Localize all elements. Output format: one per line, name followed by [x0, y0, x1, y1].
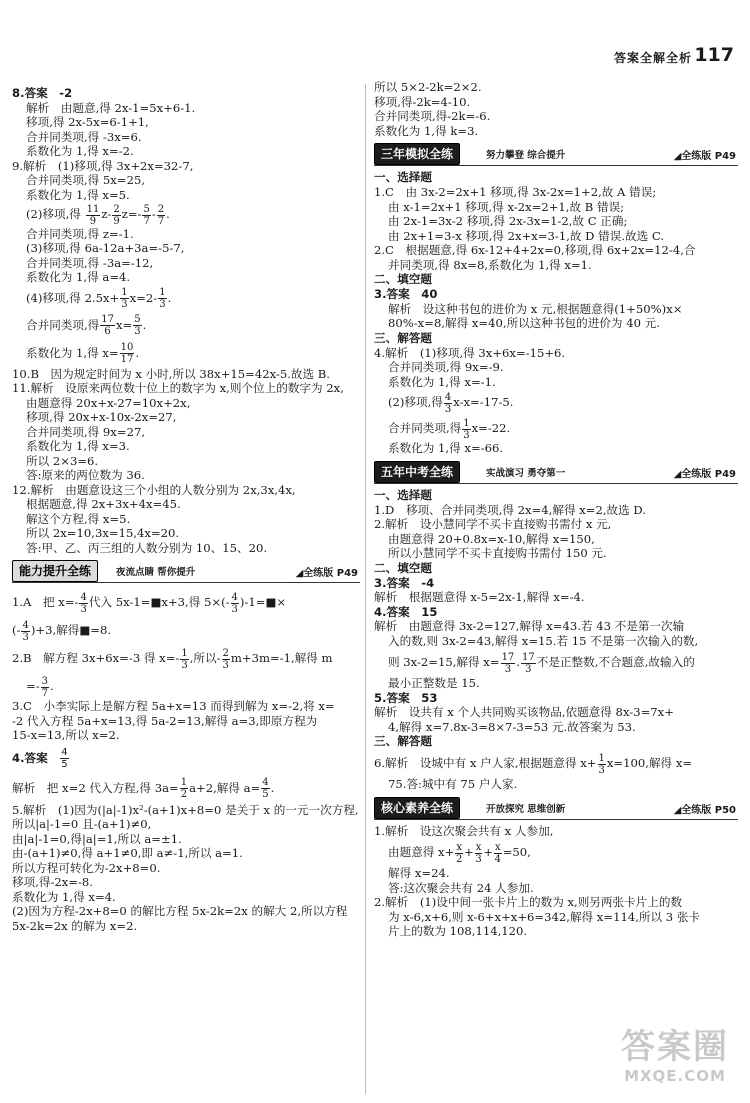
section-ref: ◢全练版 P50 — [673, 804, 736, 816]
answer-q10: 10.B 因为规定时间为 x 小时,所以 38x+15=42x-5.故选 B. — [12, 366, 330, 381]
denominator: 2 — [180, 789, 188, 800]
q3-line: -2 代入方程 5a+x=13,得 5a-2=13,解得 a=3,即原方程为 — [12, 713, 318, 728]
left-column — [12, 86, 360, 933]
q9-line-fraction: (2)移项,得 $\frac{11}{9}$ z- $\frac{2}{9}$ z=- $\frac{5}{7}$ - $\frac{2}{7}$ . — [26, 203, 170, 227]
q8-answer: 8.答案 -2 — [12, 86, 73, 100]
q12-line: 答:甲、乙、丙三组的人数分别为 10、15、20. — [26, 540, 268, 555]
fraction — [120, 287, 128, 310]
section-subtitle: 夜流点睛 帮你提升 — [116, 567, 196, 578]
line-fraction — [374, 415, 738, 441]
q9-line: (3)移项,得 6a-12a+3a=-5-7, — [26, 241, 185, 255]
fraction — [475, 842, 483, 865]
q9-line: 合并同类项,得 5x=25, — [26, 173, 146, 187]
text: 1.A 把 x=- — [12, 595, 79, 609]
fraction — [100, 314, 115, 337]
numerator: 4 — [262, 777, 269, 788]
q9-line: 9.解析 (1)移项,得 3x+2x=32-7, — [12, 158, 194, 173]
denominator: 17 — [120, 354, 134, 365]
line: 4.答案 15 — [374, 604, 438, 619]
line: 最小正整数是 15. — [388, 676, 480, 690]
q12-line: 12.解析 由题意设这三个小组的人数分别为 2x,3x,4x, — [12, 482, 296, 497]
line-fraction — [374, 749, 738, 777]
section-title: 能力提升全练 — [12, 560, 98, 582]
text: 4.答案 — [12, 750, 48, 765]
q8-line: 解析 由题意,得 2x-1=5x+6-1. — [26, 100, 196, 115]
watermark-text: 答案圈 — [621, 1027, 729, 1067]
ability-q4-explain: 解析 把 x=2 代入方程,得 3a= $\frac{1}{2}$ a+2,解得 a= $\frac{4}{5}$ . — [12, 777, 275, 800]
ability-q4-answer — [12, 743, 360, 773]
fraction — [462, 418, 470, 441]
fraction — [79, 592, 87, 615]
text: (2)移项,得 — [26, 207, 81, 221]
denominator: 3 — [134, 326, 141, 337]
q9-line-fraction: 系数化为 1,得 x= $\frac{10}{17}$ . — [26, 342, 140, 365]
fraction — [133, 314, 141, 337]
line: 解得 x=24. — [388, 866, 450, 880]
line: 4.解析 (1)移项,得 3x+6x=-15+6. — [374, 345, 566, 360]
subheading: 二、填空题 — [374, 272, 432, 286]
line-fraction — [374, 648, 738, 676]
text: (2)移项,得 — [388, 395, 443, 409]
text: -1=■× — [244, 595, 287, 609]
line: 1.D 移项、合并同类项,得 2x=4,解得 x=2,故选 D. — [374, 502, 646, 517]
numerator: 4 — [80, 591, 87, 603]
line: 2.C 根据题意,得 6x-12+4+2x=0,移项,得 6x+2x=12-4,合 — [374, 243, 696, 257]
line: 由 2x+1=3-x 移项,得 2x+x=3-1,故 D 错误.故选 C. — [388, 228, 665, 243]
q9-line: 系数化为 1,得 x=5. — [26, 187, 130, 202]
numerator: 11 — [86, 203, 100, 215]
numerator: 17 — [501, 651, 515, 663]
section-subtitle: 实战演习 勇夺第一 — [486, 467, 566, 479]
answer-q9 — [12, 159, 360, 367]
ability-q2-cont: =- $\frac{3}{7}$ . — [26, 675, 54, 699]
numerator: 4 — [444, 391, 452, 403]
line: 解析 设共有 x 个人共同购买该物品,依题意得 8x-3=7x+ — [374, 705, 674, 719]
text: 解析 把 x=2 代入方程,得 3a= — [12, 780, 179, 795]
line: 由题意得 20+0.8x=x-10,解得 x=150, — [388, 531, 595, 546]
text: =- — [26, 679, 40, 693]
q5-line: 移项,得-2x=-8. — [12, 875, 93, 889]
line: 3.答案 40 — [374, 287, 438, 301]
line: 3.答案 -4 — [374, 575, 435, 590]
numerator: 4 — [22, 619, 29, 631]
q11-line: 合并同类项,得 9x=27, — [26, 424, 146, 439]
fraction — [501, 652, 516, 675]
text: x=100,解得 x= — [606, 756, 693, 770]
numerator: 1 — [598, 752, 605, 764]
line: 系数化为 1,得 x=-1. — [388, 374, 496, 389]
numerator: 1 — [181, 647, 188, 659]
denominator: 3 — [598, 764, 605, 776]
denominator: 3 — [222, 659, 229, 671]
q11-line: 所以 2×3=6. — [26, 453, 99, 468]
denominator: 3 — [463, 429, 470, 441]
numerator: 10 — [120, 342, 134, 353]
numerator: 4 — [231, 591, 238, 603]
q12-line: 解这个方程,得 x=5. — [26, 511, 131, 526]
watermark-url: MXQE.COM — [624, 1067, 726, 1085]
fraction — [444, 392, 452, 415]
denominator: 2 — [455, 853, 463, 865]
denominator: 7 — [157, 215, 165, 227]
q5-line: (2)因为方程-2x+8=0 的解比方程 5x-2k=2x 的解大 2,所以方程 5x-2k=2x 的解为 x=2. — [12, 904, 348, 933]
section-ref: ◢全练版 P49 — [673, 151, 736, 162]
q9-line: 合并同类项,得 -3a=-12, — [26, 255, 154, 270]
fraction — [158, 287, 166, 310]
line: 解析 设这种书包的进价为 x 元,根据题意得(1+50%)x× — [388, 301, 683, 316]
q8-line: 合并同类项,得 -3x=6. — [26, 129, 142, 144]
line: 由 x-1=2x+1 移项,得 x-2x=2+1,故 B 错误; — [388, 199, 625, 214]
line: 所以小慧同学不买卡直接购书需付 150 元. — [388, 546, 607, 560]
line: 片上的数为 108,114,120. — [388, 924, 528, 938]
q11-line: 由题意得 20x+x-27=10x+2x, — [26, 395, 191, 410]
denominator: 3 — [181, 659, 188, 671]
answer-q8 — [12, 86, 360, 159]
line-fraction — [374, 389, 738, 415]
text: 由题意得 x+ — [388, 845, 455, 859]
fraction — [598, 753, 606, 776]
section-banner-five-years — [374, 461, 738, 484]
section-title: 三年模拟全练 — [374, 143, 460, 165]
text: =50, — [502, 845, 531, 859]
text: . — [516, 655, 520, 669]
fraction — [222, 648, 230, 671]
q8-line: 系数化为 1,得 x=-2. — [26, 144, 134, 158]
denominator: 3 — [444, 403, 452, 415]
section-title: 五年中考全练 — [374, 461, 460, 483]
fraction — [60, 747, 68, 770]
denominator: 9 — [113, 215, 120, 227]
fraction — [120, 342, 135, 365]
fraction — [86, 204, 101, 227]
section-banner-three-years — [374, 143, 738, 166]
fraction — [21, 620, 29, 643]
right-column — [374, 80, 738, 939]
line: 2.解析 (1)设中间一张卡片上的数为 x,则另两张卡片上的数 — [374, 895, 683, 909]
denominator: 3 — [80, 603, 87, 615]
q8-line: 移项,得 2x-5x=6-1+1, — [26, 115, 149, 129]
numerator: 2 — [113, 203, 120, 215]
q9-line: 系数化为 1,得 a=4. — [26, 270, 131, 284]
numerator: 1 — [180, 777, 188, 788]
section-banner-ability — [12, 560, 360, 583]
answer-q12 — [12, 483, 360, 556]
denominator: 5 — [61, 758, 68, 770]
line-fraction: 由题意得 x+ $\frac{x}{2}$ + $\frac{x}{3}$ + $\frac{x}{4}$ =50, — [388, 841, 531, 865]
denominator: 7 — [41, 687, 49, 699]
text: 6.解析 设城中有 x 户人家,根据题意得 x+ — [374, 756, 597, 770]
fraction — [494, 842, 502, 865]
fraction — [112, 204, 120, 227]
text: 则 3x-2=15,解得 x= — [388, 655, 500, 669]
fraction — [180, 777, 188, 800]
text: m+3m=-1,解得 m — [230, 651, 333, 665]
q5-line: 所以|a|-1=0 且-(a+1)≠0, — [12, 817, 152, 831]
subheading: 一、选择题 — [374, 487, 432, 502]
numerator: 2 — [222, 647, 229, 659]
denominator: 3 — [504, 663, 512, 675]
text: 合并同类项,得 — [26, 317, 100, 332]
numerator: x — [475, 841, 482, 853]
column-divider — [365, 84, 366, 1094]
line: 系数化为 1,得 x=-66. — [388, 441, 504, 455]
section-ref: ◢全练版 P49 — [673, 468, 736, 480]
numerator: x — [456, 841, 462, 853]
q5-line: 所以方程可转化为-2x+8=0. — [12, 860, 161, 875]
fraction — [261, 777, 269, 800]
line: 解析 由题意得 3x-2=127,解得 x=43.若 43 不是第一次输 — [374, 619, 685, 633]
line: 80%-x=8,解得 x=40,所以这种书包的进价为 40 元. — [388, 316, 660, 330]
denominator: 6 — [104, 326, 111, 337]
numerator: 5 — [143, 203, 150, 215]
page-header — [0, 0, 750, 80]
text: (4)移项,得 2.5x+ — [26, 290, 120, 305]
ability-q1: 1.A 把 x=- $\frac{4}{3}$ 代入 5x-1=■x+3,得 5×(- $\frac{4}{3}$ )-1=■× — [12, 591, 287, 615]
denominator: 3 — [231, 603, 238, 615]
q5-line: 5.解析 (1)因为(|a|-1)x²-(a+1)x+8=0 是关于 x 的一元一次方程, — [12, 802, 359, 817]
fraction — [231, 592, 239, 615]
line: 由 2x-1=3x-2 移项,得 2x-3x=1-2,故 C 正确; — [388, 214, 628, 228]
answer-q11 — [12, 381, 360, 483]
q9-line: 合并同类项,得 z=-1. — [26, 226, 134, 241]
section-title: 核心素养全练 — [374, 797, 460, 819]
subheading: 一、选择题 — [374, 170, 432, 184]
text: x=-22. — [471, 421, 511, 435]
denominator: 9 — [89, 215, 97, 227]
numerator: 1 — [121, 287, 128, 298]
numerator: 4 — [61, 746, 68, 758]
numerator: 3 — [41, 675, 49, 687]
q5-line: 由|a|-1=0,得|a|=1,所以 a=±1. — [12, 831, 182, 846]
cont-line: 系数化为 1,得 k=3. — [374, 123, 479, 138]
q11-line: 11.解析 设原来两位数十位上的数字为 x,则个位上的数字为 2x, — [12, 381, 344, 395]
denominator: 3 — [159, 299, 166, 310]
denominator: 4 — [494, 853, 502, 865]
q11-line: 系数化为 1,得 x=3. — [26, 439, 130, 453]
text: +3,解得■=8. — [35, 623, 112, 637]
denominator: 3 — [121, 299, 128, 310]
q9-line-fraction: 合并同类项,得 $\frac{17}{6}$ x= $\frac{5}{3}$ . — [26, 314, 147, 337]
denominator: 3 — [22, 631, 29, 643]
q3-line: 15-x=13,所以 x=2. — [12, 728, 120, 742]
watermark-logo — [612, 1027, 738, 1093]
numerator: 2 — [157, 203, 165, 215]
line: 解析 根据题意得 x-5=2x-1,解得 x=-4. — [374, 590, 585, 604]
fraction — [521, 652, 536, 675]
denominator: 3 — [525, 663, 532, 675]
text: x=2- — [129, 290, 158, 305]
section-ref: ◢全练版 P49 — [295, 568, 358, 579]
text: ,所以- — [189, 651, 221, 665]
q9-line-fraction: (4)移项,得 2.5x+ $\frac{1}{3}$ x=2- $\frac{1}{3}$ . — [26, 287, 172, 310]
line: 4,解得 x=7.8x-3=8×7-3=53 元.故答案为 53. — [388, 719, 636, 734]
ability-q1-cont: (- $\frac{4}{3}$ )+3,解得■=8. — [12, 619, 112, 643]
numerator: x — [495, 841, 501, 853]
line: 2.解析 设小慧同学不买卡直接购书需付 x 元, — [374, 517, 612, 531]
line: 合并同类项,得 9x=-9. — [388, 360, 504, 374]
q12-line: 根据题意,得 2x+3x+4x=45. — [26, 497, 181, 511]
subheading: 三、解答题 — [374, 330, 432, 345]
line: 入的数,则 3x-2=43,解得 x=15.若 15 不是第一次输入的数, — [388, 633, 699, 648]
numerator: 1 — [159, 287, 166, 298]
line: 1.解析 设这次聚会共有 x 人参加, — [374, 823, 554, 838]
ability-q2 — [12, 643, 360, 673]
text: x-x=-17-5. — [453, 395, 514, 409]
ability-q3 — [12, 699, 360, 743]
numerator: 17 — [521, 651, 535, 663]
text: a+2,解得 a= — [189, 780, 261, 795]
q11-line: 移项,得 20x+x-10x-2x=27, — [26, 410, 177, 424]
numerator: 17 — [101, 314, 114, 325]
cont-line: 所以 5×2-2k=2×2. — [374, 80, 482, 94]
line: 75.答:城中有 75 户人家. — [388, 777, 518, 791]
section-subtitle: 开放探究 思维创新 — [486, 803, 566, 815]
page-number: 117 — [694, 44, 734, 66]
section-banner-core — [374, 797, 738, 820]
fraction — [157, 204, 165, 227]
subheading: 三、解答题 — [374, 734, 432, 748]
line: 1.C 由 3x-2=2x+1 移项,得 3x-2x=1+2,故 A 错误; — [374, 185, 657, 199]
q5-line: 系数化为 1,得 x=4. — [12, 889, 116, 904]
line: 5.答案 53 — [374, 690, 438, 705]
q3-line: 3.C 小李实际上是解方程 5a+x=13 而得到解为 x=-2,将 x= — [12, 699, 335, 713]
text: 不是正整数,不合题意,故输入的 — [536, 655, 695, 669]
fraction — [180, 648, 188, 671]
cont-line: 合并同类项,得-2k=-6. — [374, 109, 491, 123]
line: 答:这次聚会共有 24 人参加. — [388, 880, 534, 895]
cont-line: 移项,得-2k=4-10. — [374, 94, 471, 109]
ability-q5 — [12, 803, 360, 934]
text: x= — [115, 317, 133, 332]
q11-line: 答:原来的两位数为 36. — [26, 468, 145, 482]
line: 为 x-6,x+6,则 x-6+x+x+6=342,解得 x=114,所以 3 张卡 — [388, 909, 701, 924]
numerator: 5 — [134, 314, 141, 325]
fraction — [41, 676, 49, 699]
subheading: 二、填空题 — [374, 560, 432, 575]
denominator: 3 — [475, 853, 482, 865]
denominator: 7 — [143, 215, 150, 227]
section-subtitle: 努力攀登 综合提升 — [486, 150, 566, 161]
numerator: 1 — [463, 417, 470, 429]
text: 合并同类项,得 — [388, 421, 462, 435]
fraction — [142, 204, 150, 227]
text: 代入 5x-1=■x+3,得 5× — [88, 595, 222, 609]
fraction — [455, 842, 463, 865]
line: 并同类项,得 8x=8,系数化为 1,得 x=1. — [388, 257, 592, 272]
text: 系数化为 1,得 x= — [26, 345, 119, 360]
q12-line: 所以 2x=10,3x=15,4x=20. — [26, 526, 180, 540]
denominator: 5 — [262, 789, 269, 800]
header-title: 答案全解全析 — [613, 51, 692, 65]
q5-line: 由-(a+1)≠0,得 a+1≠0,即 a≠-1,所以 a=1. — [12, 846, 243, 860]
text: 2.B 解方程 3x+6x=-3 得 x=- — [12, 651, 180, 665]
